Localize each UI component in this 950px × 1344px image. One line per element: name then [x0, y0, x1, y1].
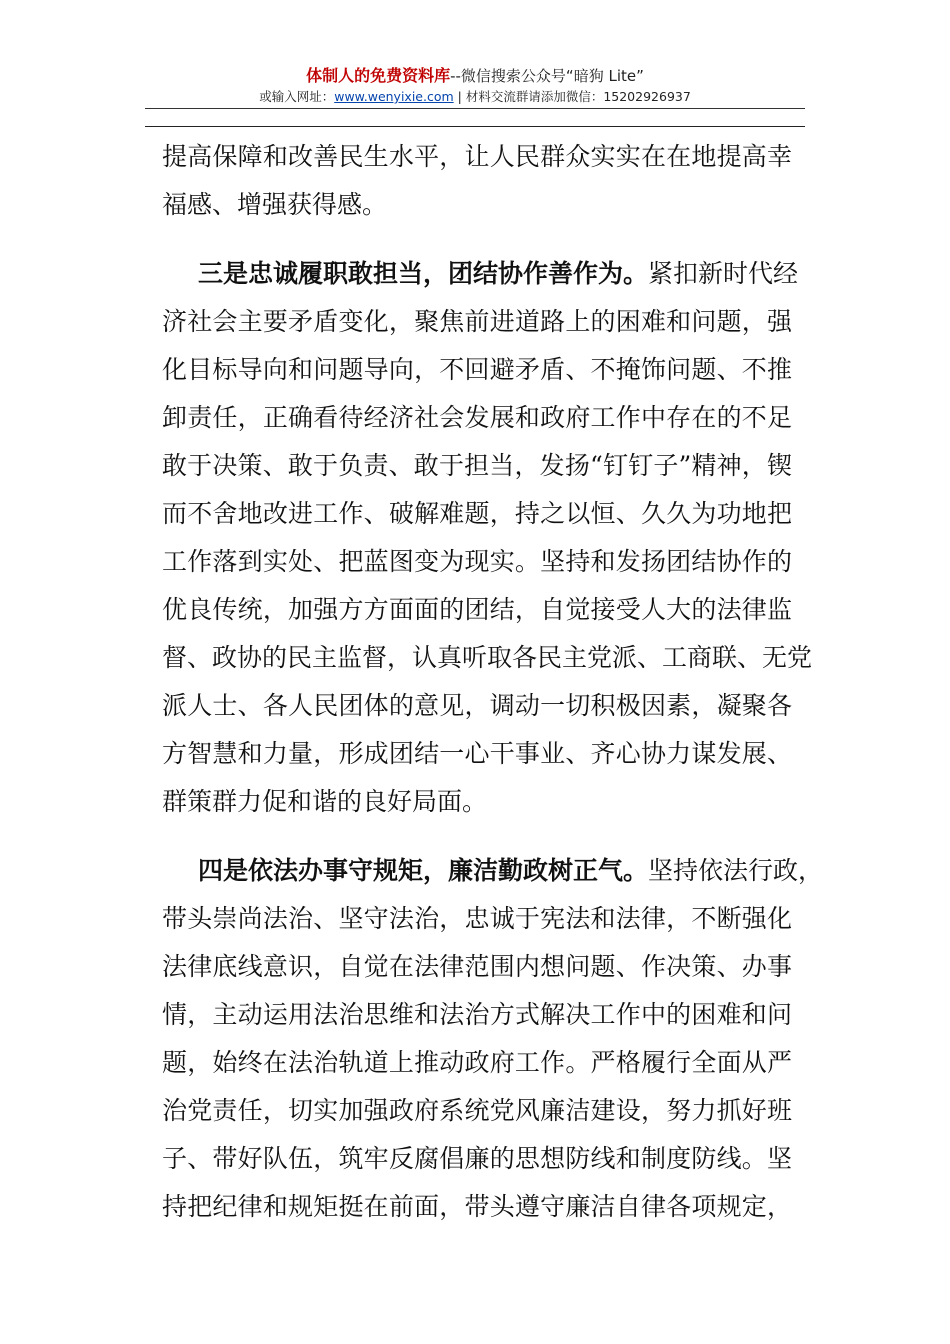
header-url-prefix: 或输入网址：: [259, 89, 335, 104]
paragraph-line: 题，始终在法治轨道上推动政府工作。严格履行全面从严: [162, 1048, 792, 1077]
paragraph-line: 群策群力促和谐的良好局面。: [162, 787, 488, 816]
header-divider-bottom: [145, 126, 805, 127]
paragraph-line: 济社会主要矛盾变化，聚焦前进道路上的困难和问题，强: [162, 307, 792, 336]
paragraph-line: 情，主动运用法治思维和法治方式解决工作中的困难和问: [162, 1000, 792, 1029]
paragraph-line: 敢于决策、敢于负责、敢于担当，发扬“钉钉子”精神，锲: [162, 451, 792, 480]
header-brand: 体制人的免费资料库: [306, 66, 451, 85]
paragraph-heading: 四是依法办事守规矩，廉洁勤政树正气。: [198, 856, 649, 885]
paragraph-2: [162, 250, 813, 826]
paragraph-3: [162, 847, 824, 1231]
paragraph-heading-rest: 紧扣新时代经: [648, 259, 799, 288]
paragraph-line: 化目标导向和问题导向，不回避矛盾、不掩饰问题、不推: [162, 355, 792, 384]
paragraph-line: 而不舍地改进工作、破解难题，持之以恒、久久为功地把: [162, 499, 792, 528]
paragraph-line: 提高保障和改善民生水平，让人民群众实实在在地提高幸: [162, 142, 792, 171]
paragraph-heading-rest: 坚持依法行政，: [648, 856, 824, 885]
paragraph-line: 持把纪律和规矩挺在前面，带头遵守廉洁自律各项规定，: [162, 1192, 792, 1221]
paragraph-line: 督、政协的民主监督，认真听取各民主党派、工商联、无党: [162, 643, 813, 672]
paragraph-line: 优良传统，加强方方面面的团结，自觉接受人大的法律监: [162, 595, 792, 624]
paragraph-line: 法律底线意识，自觉在法律范围内想问题、作决策、办事: [162, 952, 792, 981]
header-contact: | 材料交流群请添加微信：15202926937: [453, 89, 691, 104]
paragraph-line: 方智慧和力量，形成团结一心干事业、齐心协力谋发展、: [162, 739, 792, 768]
header-tagline: --微信搜索公众号“暗狗 Lite”: [450, 67, 644, 85]
header-title-line: [0, 66, 950, 86]
header-url-link[interactable]: www.wenyixie.com: [334, 89, 454, 104]
paragraph-heading: 三是忠诚履职敢担当，团结协作善作为。: [198, 259, 649, 288]
document-body: [162, 133, 824, 1231]
header-divider-top: [145, 108, 805, 109]
paragraph-line: 工作落到实处、把蓝图变为现实。坚持和发扬团结协作的: [162, 547, 792, 576]
paragraph-line: 派人士、各人民团体的意见，调动一切积极因素，凝聚各: [162, 691, 792, 720]
header-contact-line: [0, 87, 950, 105]
paragraph-line: 卸责任，正确看待经济社会发展和政府工作中存在的不足: [162, 403, 792, 432]
paragraph-first-line: [162, 847, 824, 895]
page-header: [0, 66, 950, 105]
paragraph-line: 子、带好队伍，筑牢反腐倡廉的思想防线和制度防线。坚: [162, 1144, 792, 1173]
paragraph-first-line: [162, 250, 799, 298]
paragraph-line: 福感、增强获得感。: [162, 190, 388, 219]
paragraph-line: 带头崇尚法治、坚守法治，忠诚于宪法和法律，不断强化: [162, 904, 792, 933]
paragraph-line: 治党责任，切实加强政府系统党风廉洁建设，努力抓好班: [162, 1096, 792, 1125]
paragraph-1: [162, 133, 792, 229]
